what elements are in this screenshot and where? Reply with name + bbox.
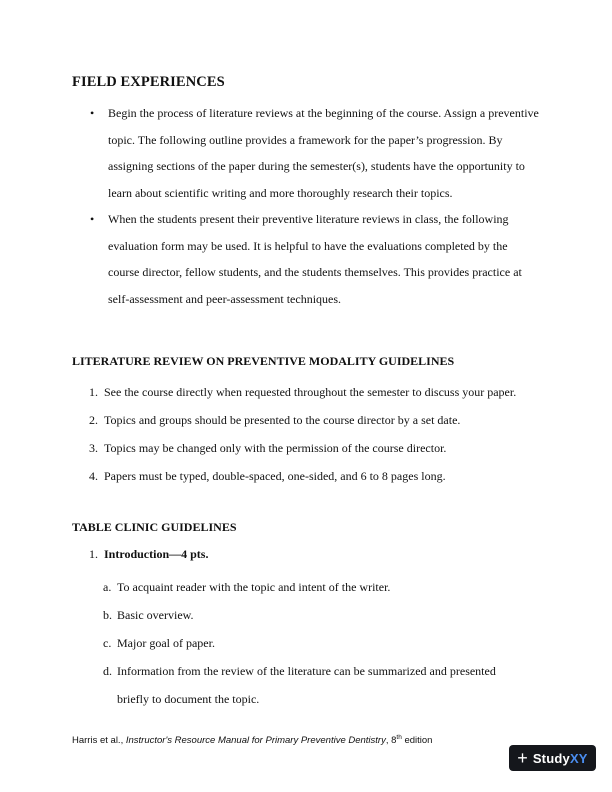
introduction-subitems: [72, 573, 552, 713]
sub-item-letter: a.: [103, 580, 112, 594]
list-text: Papers must be typed, double-spaced, one-sided, and 6 to 8 pages long.: [104, 469, 446, 483]
sub-item-line: To acquaint reader with the topic and intent of the writer.: [117, 580, 391, 594]
sub-item-line: Information from the review of the literature can be summarized and presented: [117, 664, 496, 678]
list-text: Topics may be changed only with the permission of the course director.: [104, 441, 447, 455]
section-title-literature-review: LITERATURE REVIEW ON PREVENTIVE MODALITY GUIDELINES: [72, 354, 455, 368]
list-number: 2.: [89, 413, 98, 427]
bullet-item: [72, 206, 552, 312]
bullet-line: learn about scientific writing and more thoroughly research their topics.: [108, 185, 453, 200]
brand-logo: [533, 751, 588, 766]
list-number: 1.: [89, 385, 98, 399]
sub-item: [72, 657, 552, 713]
footer-edition-prefix: , 8: [385, 735, 397, 747]
sub-item: [72, 601, 552, 629]
sub-item-letter: c.: [103, 636, 112, 650]
list-item: [72, 434, 552, 462]
list-number: 4.: [89, 469, 98, 483]
list-item: [72, 378, 552, 406]
footer-edition-sup: th: [396, 734, 402, 741]
sub-item: [72, 573, 552, 601]
studyxy-badge[interactable]: [509, 745, 596, 771]
section-title-table-clinic: TABLE CLINIC GUIDELINES: [72, 520, 237, 534]
list-text: See the course directly when requested throughout the semester to discuss your paper.: [104, 385, 517, 399]
sub-item-letter: b.: [103, 608, 112, 622]
footer-book-title: Instructor's Resource Manual for Primary Preventive Dentistry: [125, 735, 386, 747]
field-experiences-bullets: [72, 100, 552, 312]
brand-accent: XY: [569, 750, 588, 766]
bullet-line: When the students present their preventive literature reviews in class, the following: [108, 212, 509, 226]
bullet-line: topic. The following outline provides a framework for the paper’s progression. By: [108, 132, 503, 147]
bullet-line: course director, fellow students, and the students themselves. This provides practice at: [108, 265, 522, 279]
section-title-field-experiences: FIELD EXPERIENCES: [72, 74, 225, 90]
sub-item: [72, 629, 552, 657]
list-number: 3.: [89, 441, 98, 455]
list-item: [72, 462, 552, 490]
footer-authors: Harris et al.,: [72, 735, 126, 747]
list-text: Topics and groups should be presented to the course director by a set date.: [104, 413, 461, 427]
bullet-line: Begin the process of literature reviews at the beginning of the course. Assign a preventive: [108, 106, 539, 120]
plus-icon: +: [517, 748, 528, 768]
list-item: [72, 406, 552, 434]
bullet-line: assigning sections of the paper during the semester(s), students have the opportunity to: [108, 159, 525, 173]
literature-review-list: [72, 378, 552, 490]
bullet-line: evaluation form may be used. It is helpful to have the evaluations completed by the: [108, 238, 508, 253]
bullet-item: [72, 100, 552, 206]
bullet-dot-icon: •: [90, 106, 95, 120]
page-footer-citation: [72, 734, 432, 746]
list-number: 1.: [89, 547, 98, 561]
footer-edition-suffix: edition: [401, 735, 433, 747]
brand-main: Study: [532, 750, 570, 766]
list-text: Introduction—4 pts.: [104, 547, 209, 561]
bullet-line: self-assessment and peer-assessment techniques.: [108, 291, 342, 306]
sub-item-line: briefly to document the topic.: [117, 692, 260, 706]
bullet-dot-icon: •: [90, 212, 95, 226]
sub-item-line: Basic overview.: [117, 608, 194, 622]
sub-item-letter: d.: [103, 664, 112, 678]
sub-item-line: Major goal of paper.: [117, 636, 215, 650]
